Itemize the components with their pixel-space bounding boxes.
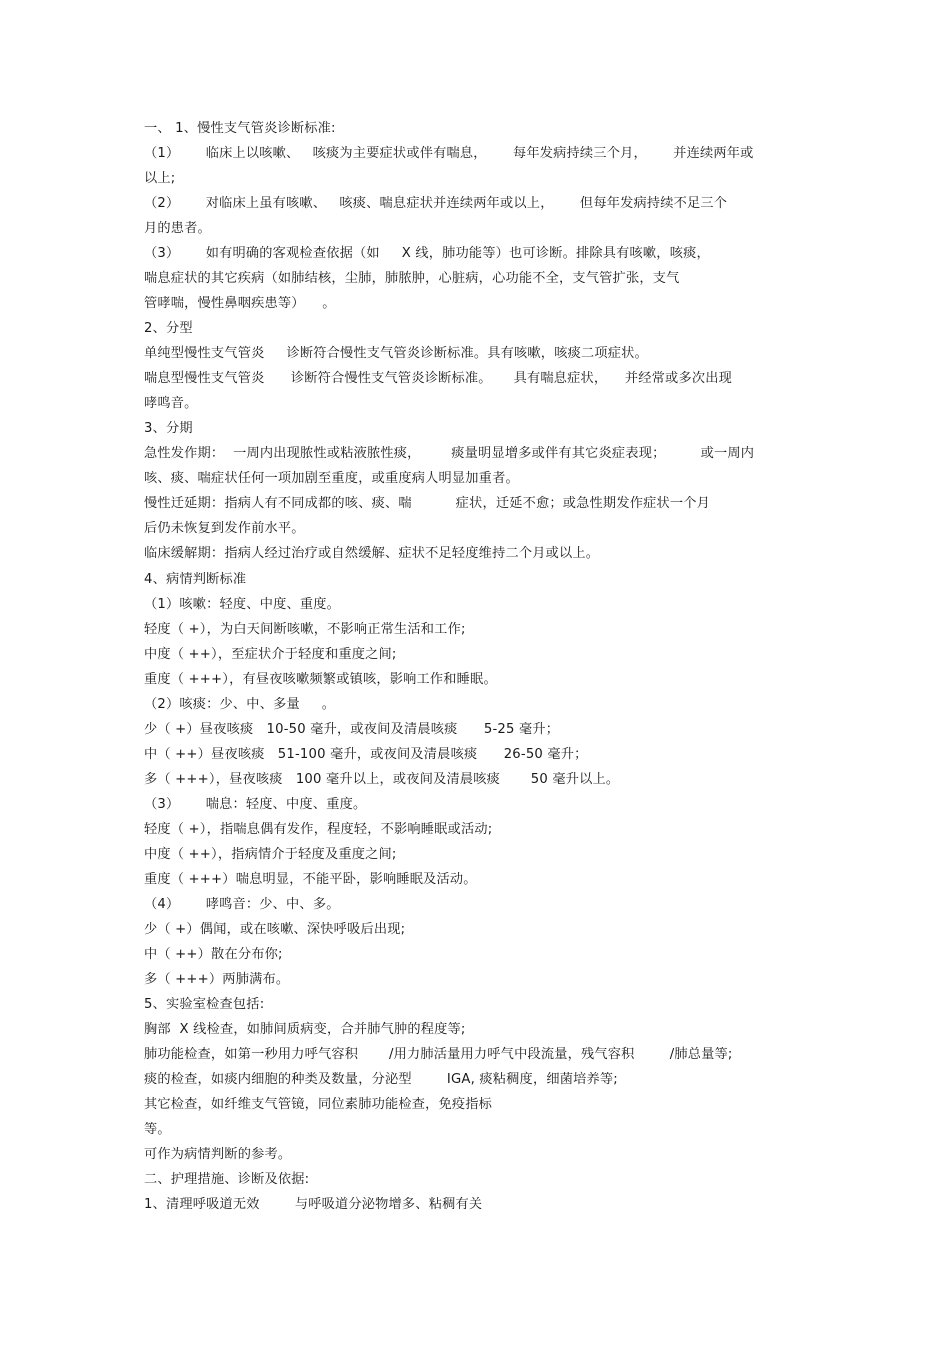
text-line: 二、护理措施、诊断及依据: <box>144 1172 310 1187</box>
text-line: 等。 <box>144 1122 171 1137</box>
text-line: 管哮喘，慢性鼻咽疾患等） 。 <box>144 296 336 311</box>
text-line: （2）咳痰：少、中、多量 。 <box>144 697 336 712</box>
text-line: 4、病情判断标准 <box>144 572 247 587</box>
text-line: 痰的检查，如痰内细胞的种类及数量，分泌型 IGA, 痰粘稠度，细菌培养等; <box>144 1072 618 1087</box>
text-line: （1） 临床上以咳嗽、 咳痰为主要症状或伴有喘息， 每年发病持续三个月， 并连续两年或 <box>144 146 754 161</box>
text-line: 喘息症状的其它疾病（如肺结核，尘肺，肺脓肿，心脏病，心功能不全，支气管扩张，支气 <box>144 271 680 286</box>
text-line: 咳、痰、喘症状任何一项加剧至重度，或重度病人明显加重者。 <box>144 471 519 486</box>
text-line: 重度（ +++），有昼夜咳嗽频繁或镇咳，影响工作和睡眠。 <box>144 672 497 687</box>
text-line: （1）咳嗽：轻度、中度、重度。 <box>144 597 341 612</box>
text-line: 3、分期 <box>144 421 193 436</box>
text-line: 轻度（ +），为白天间断咳嗽，不影响正常生活和工作; <box>144 622 466 637</box>
text-line: 5、实验室检查包括: <box>144 997 265 1012</box>
text-line: 中度（ ++），指病情介于轻度及重度之间; <box>144 847 397 862</box>
text-line: 2、分型 <box>144 321 193 336</box>
text-line: 可作为病情判断的参考。 <box>144 1147 292 1162</box>
text-line: 轻度（ +），指喘息偶有发作，程度轻，不影响睡眠或活动; <box>144 822 493 837</box>
text-line: 肺功能检查，如第一秒用力呼气容积 /用力肺活量用力呼气中段流量，残气容积 /肺总量等; <box>144 1047 733 1062</box>
text-line: 其它检查，如纤维支气管镜，同位素肺功能检查，免疫指标 <box>144 1097 493 1112</box>
text-line: 以上; <box>144 171 176 186</box>
text-line: 哮鸣音。 <box>144 396 198 411</box>
text-line: 急性发作期： 一周内出现脓性或粘液脓性痰， 痰量明显增多或伴有其它炎症表现； 或一周内 <box>144 446 755 461</box>
text-line: 少（ +）昼夜咳痰 10-50 毫升，或夜间及清晨咳痰 5-25 毫升； <box>144 722 560 737</box>
text-line: 临床缓解期：指病人经过治疗或自然缓解、症状不足轻度维持二个月或以上。 <box>144 546 600 561</box>
text-line: 中（ ++）昼夜咳痰 51-100 毫升，或夜间及清晨咳痰 26-50 毫升； <box>144 747 588 762</box>
text-line: 一、 1、慢性支气管炎诊断标准: <box>144 121 336 136</box>
text-line: 多（ +++）两肺满布。 <box>144 972 290 987</box>
text-line: （2） 对临床上虽有咳嗽、 咳痰、喘息症状并连续两年或以上， 但每年发病持续不足三个 <box>144 196 728 211</box>
text-line: 中（ ++）散在分布你; <box>144 947 283 962</box>
text-line: 多（ +++），昼夜咳痰 100 毫升以上，或夜间及清晨咳痰 50 毫升以上。 <box>144 772 620 787</box>
text-line: 1、清理呼吸道无效 与呼吸道分泌物增多、粘稠有关 <box>144 1197 483 1212</box>
text-line: 单纯型慢性支气管炎 诊断符合慢性支气管炎诊断标准。具有咳嗽，咳痰二项症状。 <box>144 346 648 361</box>
text-line: 慢性迁延期：指病人有不同成都的咳、痰、喘 症状，迁延不愈；或急性期发作症状一个月 <box>144 496 711 511</box>
text-line: （3） 喘息：轻度、中度、重度。 <box>144 797 367 812</box>
text-line: 喘息型慢性支气管炎 诊断符合慢性支气管炎诊断标准。 具有喘息症状， 并经常或多次出现 <box>144 371 732 386</box>
text-line: 中度（ ++），至症状介于轻度和重度之间; <box>144 647 397 662</box>
text-line: 后仍未恢复到发作前水平。 <box>144 521 305 536</box>
text-line: 胸部 X 线检查，如肺间质病变，合并肺气肿的程度等; <box>144 1022 466 1037</box>
text-line: 少（ +）偶闻，或在咳嗽、深快呼吸后出现; <box>144 922 406 937</box>
text-line: （4） 哮鸣音：少、中、多。 <box>144 897 340 912</box>
text-line: 月的患者。 <box>144 221 211 236</box>
text-line: 重度（ +++）喘息明显，不能平卧，影响睡眠及活动。 <box>144 872 477 887</box>
text-line: （3） 如有明确的客观检查依据（如 X 线，肺功能等）也可诊断。排除具有咳嗽，咳痰， <box>144 246 710 261</box>
